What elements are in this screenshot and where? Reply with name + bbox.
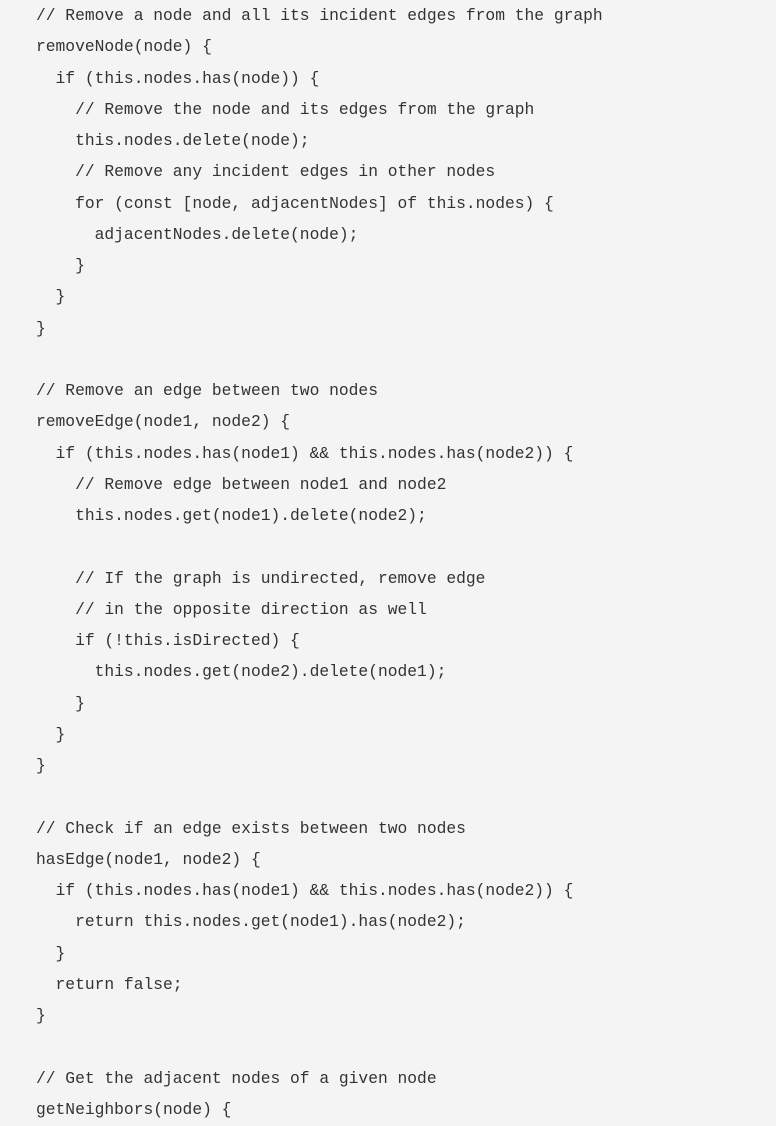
code-line: // Remove edge between node1 and node2	[36, 474, 447, 494]
code-line: if (this.nodes.has(node1) && this.nodes.has(node2)) {	[36, 881, 574, 900]
code-line: if (!this.isDirected) {	[36, 631, 300, 650]
code-line: // in the opposite direction as well	[36, 599, 427, 619]
code-line: if (this.nodes.has(node1) && this.nodes.has(node2)) {	[36, 443, 574, 463]
code-line: // If the graph is undirected, remove edge	[36, 568, 486, 588]
code-lines	[36, 0, 776, 1125]
code-line: return false;	[36, 974, 183, 994]
code-line: adjacentNodes.delete(node);	[36, 224, 359, 244]
code-line: // Remove any incident edges in other nodes	[36, 162, 496, 182]
code-line: }	[36, 1006, 46, 1025]
code-line: removeEdge(node1, node2) {	[36, 412, 291, 432]
code-line	[36, 344, 776, 375]
code-line: this.nodes.get(node1).delete(node2);	[36, 506, 427, 525]
code-line: }	[36, 756, 46, 775]
code-line: for (const [node, adjacentNodes] of this.nodes) {	[36, 193, 554, 213]
code-line: if (this.nodes.has(node)) {	[36, 68, 320, 88]
code-line	[36, 531, 776, 562]
code-line: }	[36, 318, 46, 338]
code-line: // Remove a node and all its incident edges from the graph	[36, 6, 603, 25]
code-line: getNeighbors(node) {	[36, 1099, 232, 1119]
code-line: // Remove an edge between two nodes	[36, 381, 378, 400]
code-line: }	[36, 256, 85, 275]
code-line	[36, 781, 776, 812]
code-line: hasEdge(node1, node2) {	[36, 849, 261, 869]
code-line: // Remove the node and its edges from the graph	[36, 99, 535, 119]
code-line: }	[36, 724, 66, 744]
code-line: }	[36, 943, 66, 963]
code-line: this.nodes.delete(node);	[36, 131, 310, 150]
code-line: removeNode(node) {	[36, 37, 212, 57]
code-line: return this.nodes.get(node1).has(node2);	[36, 912, 466, 932]
code-line: }	[36, 287, 66, 307]
code-line: // Get the adjacent nodes of a given node	[36, 1068, 437, 1088]
code-line: this.nodes.get(node2).delete(node1);	[36, 662, 447, 682]
code-line: }	[36, 693, 85, 713]
code-line	[36, 1031, 776, 1062]
code-line: // Check if an edge exists between two nodes	[36, 818, 466, 838]
